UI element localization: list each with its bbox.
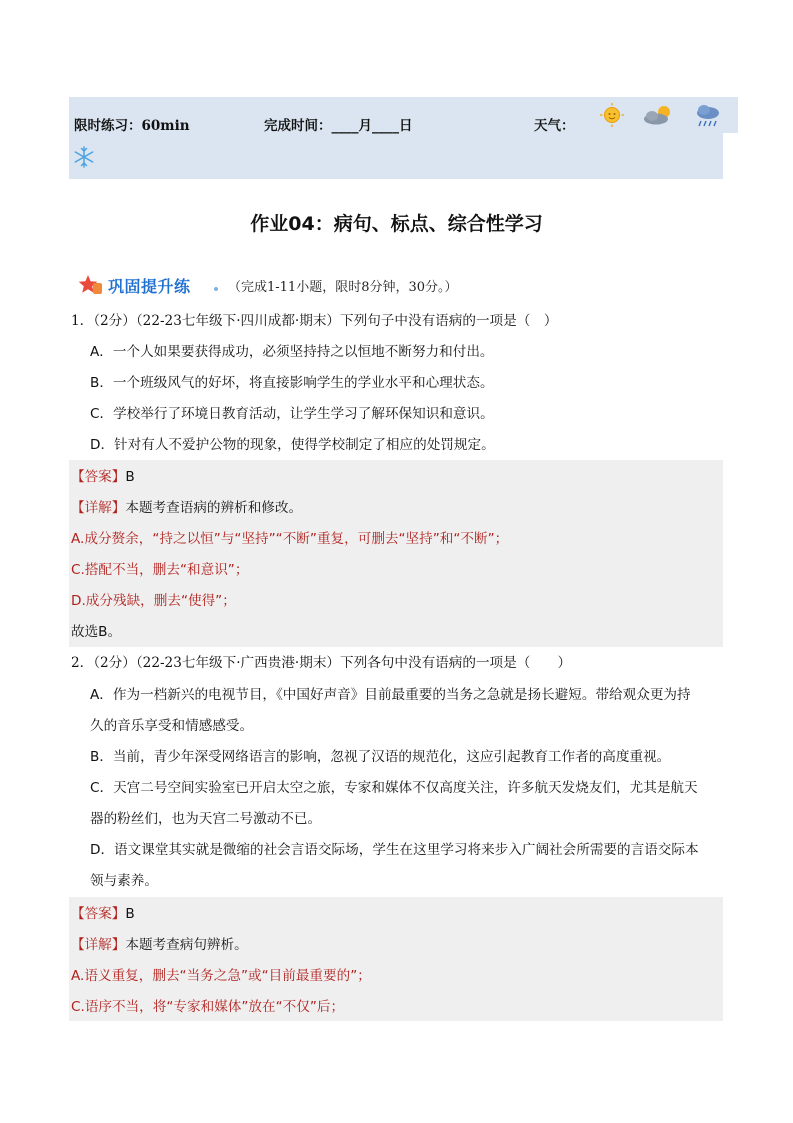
question-1-note-a: A.成分赘余，“持之以恒”与“坚持”“不断”重复，可删去“坚持”和“不断”； (71, 531, 509, 547)
question-2-option-c: C．天宫二号空间实验室已开启太空之旅，专家和媒体不仅高度关注，许多航天发烧友们，尤其是航天 (90, 780, 698, 796)
sun-icon (600, 103, 624, 127)
snowflake-icon (72, 145, 96, 169)
section-dot (214, 287, 218, 291)
detail-text: 本题考查语病的辨析和修改。 (125, 500, 303, 516)
rain-cloud-icon (697, 105, 719, 126)
question-1-option-b: B．一个班级风气的好坏，将直接影响学生的学业水平和心理状态。 (90, 375, 494, 391)
question-2-option-d: D．语文课堂其实就是微缩的社会言语交际场，学生在这里学习将来步入广阔社会所需要的言语交际本 (90, 842, 699, 858)
detail-text: 本题考查病句辨析。 (125, 937, 248, 953)
question-2-detail (71, 936, 248, 954)
question-1-option-a: A．一个人如果要获得成功，必须坚持持之以恒地不断努力和付出。 (90, 344, 494, 360)
section-label: 巩固提升练 (108, 277, 191, 296)
detail-tag: 【详解】 (71, 500, 126, 516)
question-2-answer-block (69, 897, 723, 1021)
question-1-conclusion: 故选B。 (71, 624, 122, 640)
question-1-note-c: C.搭配不当，删去“和意识”； (71, 562, 249, 578)
question-2-option-c-cont: 器的粉丝们，也为天宫二号激动不已。 (90, 811, 322, 827)
question-1-answer-block (69, 460, 723, 647)
question-1-note-d: D.成分残缺，删去“使得”； (71, 593, 236, 609)
question-1-detail (71, 499, 302, 517)
question-2-note-a: A.语义重复，删去“当务之急”或“目前最重要的”； (71, 968, 371, 984)
question-1-stem: 1．（2分）（22-23七年级下·四川成都·期末）下列句子中没有语病的一项是（ ） (71, 313, 558, 329)
answer-value: B (125, 469, 135, 485)
answer-tag: 【答案】 (71, 469, 126, 485)
question-1-answer (71, 468, 135, 486)
header-box (69, 97, 723, 179)
question-2-option-d-cont: 领与素养。 (90, 873, 158, 889)
star-badge-icon (78, 274, 103, 296)
section-note: （完成1-11小题，限时8分钟，30分。） (228, 280, 458, 295)
question-2-option-b: B．当前，青少年深受网络语言的影响，忽视了汉语的规范化，这应引起教育工作者的高度重视。 (90, 749, 671, 765)
cloud-sun-icon (644, 106, 670, 125)
weather-icons (600, 102, 740, 132)
weather-label: 天气： (534, 118, 575, 134)
question-1-option-d: D．针对有人不爱护公物的现象，使得学校制定了相应的处罚规定。 (90, 437, 495, 453)
question-2-note-c: C.语序不当，将“专家和媒体”放在“不仅”后； (71, 999, 345, 1015)
answer-value: B (125, 906, 135, 922)
question-2-option-a: A．作为一档新兴的电视节目，《中国好声音》目前最重要的当务之急就是扬长避短。带给观众更为持 (90, 687, 691, 703)
question-2-stem: 2．（2分）（22-23七年级下·广西贵港·期末）下列各句中没有语病的一项是（ ） (71, 655, 572, 671)
header-tab (723, 97, 738, 133)
question-2-answer (71, 905, 135, 923)
question-2-option-a-cont: 久的音乐享受和情感感受。 (90, 718, 254, 734)
answer-tag: 【答案】 (71, 906, 126, 922)
time-limit: 限时练习：60min (74, 118, 190, 134)
detail-tag: 【详解】 (71, 937, 126, 953)
finish-time: 完成时间：____月____日 (264, 118, 413, 134)
question-1-option-c: C．学校举行了环境日教育活动，让学生学习了解环保知识和意识。 (90, 406, 494, 422)
page-title: 作业04：病句、标点、综合性学习 (250, 213, 543, 235)
